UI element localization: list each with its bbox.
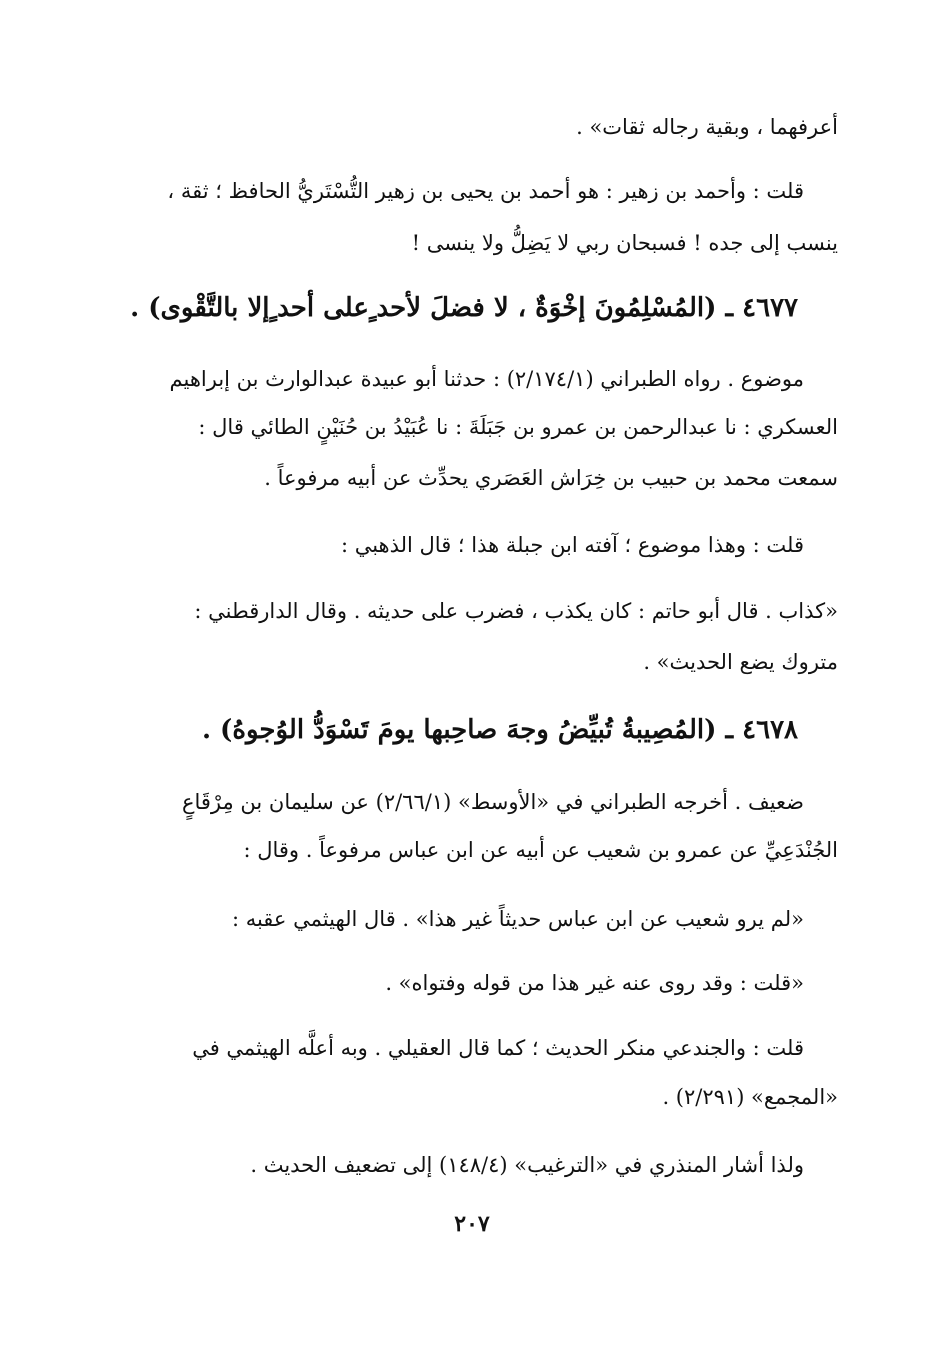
text-line-2: قلت : وأحمد بن زهير : هو أحمد بن يحيى بن زهير التُّسْتَريُّ الحافظ ؛ ثقة ، <box>167 179 804 203</box>
text-line-10: متروك يضع الحديث» . <box>643 650 838 674</box>
text-line-17: «المجمع» (٢/٢٩١) . <box>662 1085 838 1109</box>
hadith-heading-4678: ٤٦٧٨ ـ (المُصِيبةُ تُبيِّضُ وجهَ صاحِبها يومَ تَسْوَدُّ الوُجوهُ) . <box>201 715 798 745</box>
text-line-6: العسكري : نا عبدالرحمن بن عمرو بن جَبَلَةَ : نا عُبَيْدُ بن حُنَيْنٍ الطائي قال : <box>198 415 838 439</box>
text-line-15: «قلت : وقد روى عنه غير هذا من قوله وفتواه» . <box>385 971 804 995</box>
text-line-9: «كذاب . قال أبو حاتم : كان يكذب ، فضرب على حديثه . وقال الدارقطني : <box>194 599 838 623</box>
text-line-13: الجُنْدَعِيِّ عن عمرو بن شعيب عن أبيه عن ابن عباس مرفوعاً . وقال : <box>243 838 838 862</box>
text-line-16: قلت : والجندعي منكر الحديث ؛ كما قال العقيلي . وبه أعلَّه الهيثمي في <box>192 1036 804 1060</box>
text-line-8: قلت : وهذا موضوع ؛ آفته ابن جبلة هذا ؛ قال الذهبي : <box>340 533 804 557</box>
hadith-heading-4677: ٤٦٧٧ ـ (المُسْلِمُونَ إخْوَةٌ ، لا فضلَ لأحد ٍعلى أحد ٍإلا بالتَّقْوى) . <box>130 293 798 323</box>
text-line-18: ولذا أشار المنذري في «الترغيب» (١٤٨/٤) إلى تضعيف الحديث . <box>250 1153 804 1177</box>
text-line-5: موضوع . رواه الطبراني (٢/١٧٤/١) : حدثنا أبو عبيدة عبدالوارث بن إبراهيم <box>169 367 804 391</box>
text-line-12: ضعيف . أخرجه الطبراني في «الأوسط» (٢/٦٦/١) عن سليمان بن مِرْقَاعٍ <box>181 790 804 814</box>
text-line-3: ينسب إلى جده ! فسبحان ربي لا يَضِلُّ ولا ينسى ! <box>411 231 838 255</box>
page-number: ٢٠٧ <box>454 1211 490 1237</box>
text-line-7: سمعت محمد بن حبيب بن خِرَاش العَصَري يحدِّث عن أبيه مرفوعاً . <box>264 466 838 490</box>
text-line-1: أعرفهما ، وبقية رجاله ثقات» . <box>576 115 838 139</box>
text-line-14: «لم يرو شعيب عن ابن عباس حديثاً غير هذا» . قال الهيثمي عقبه : <box>231 907 804 931</box>
